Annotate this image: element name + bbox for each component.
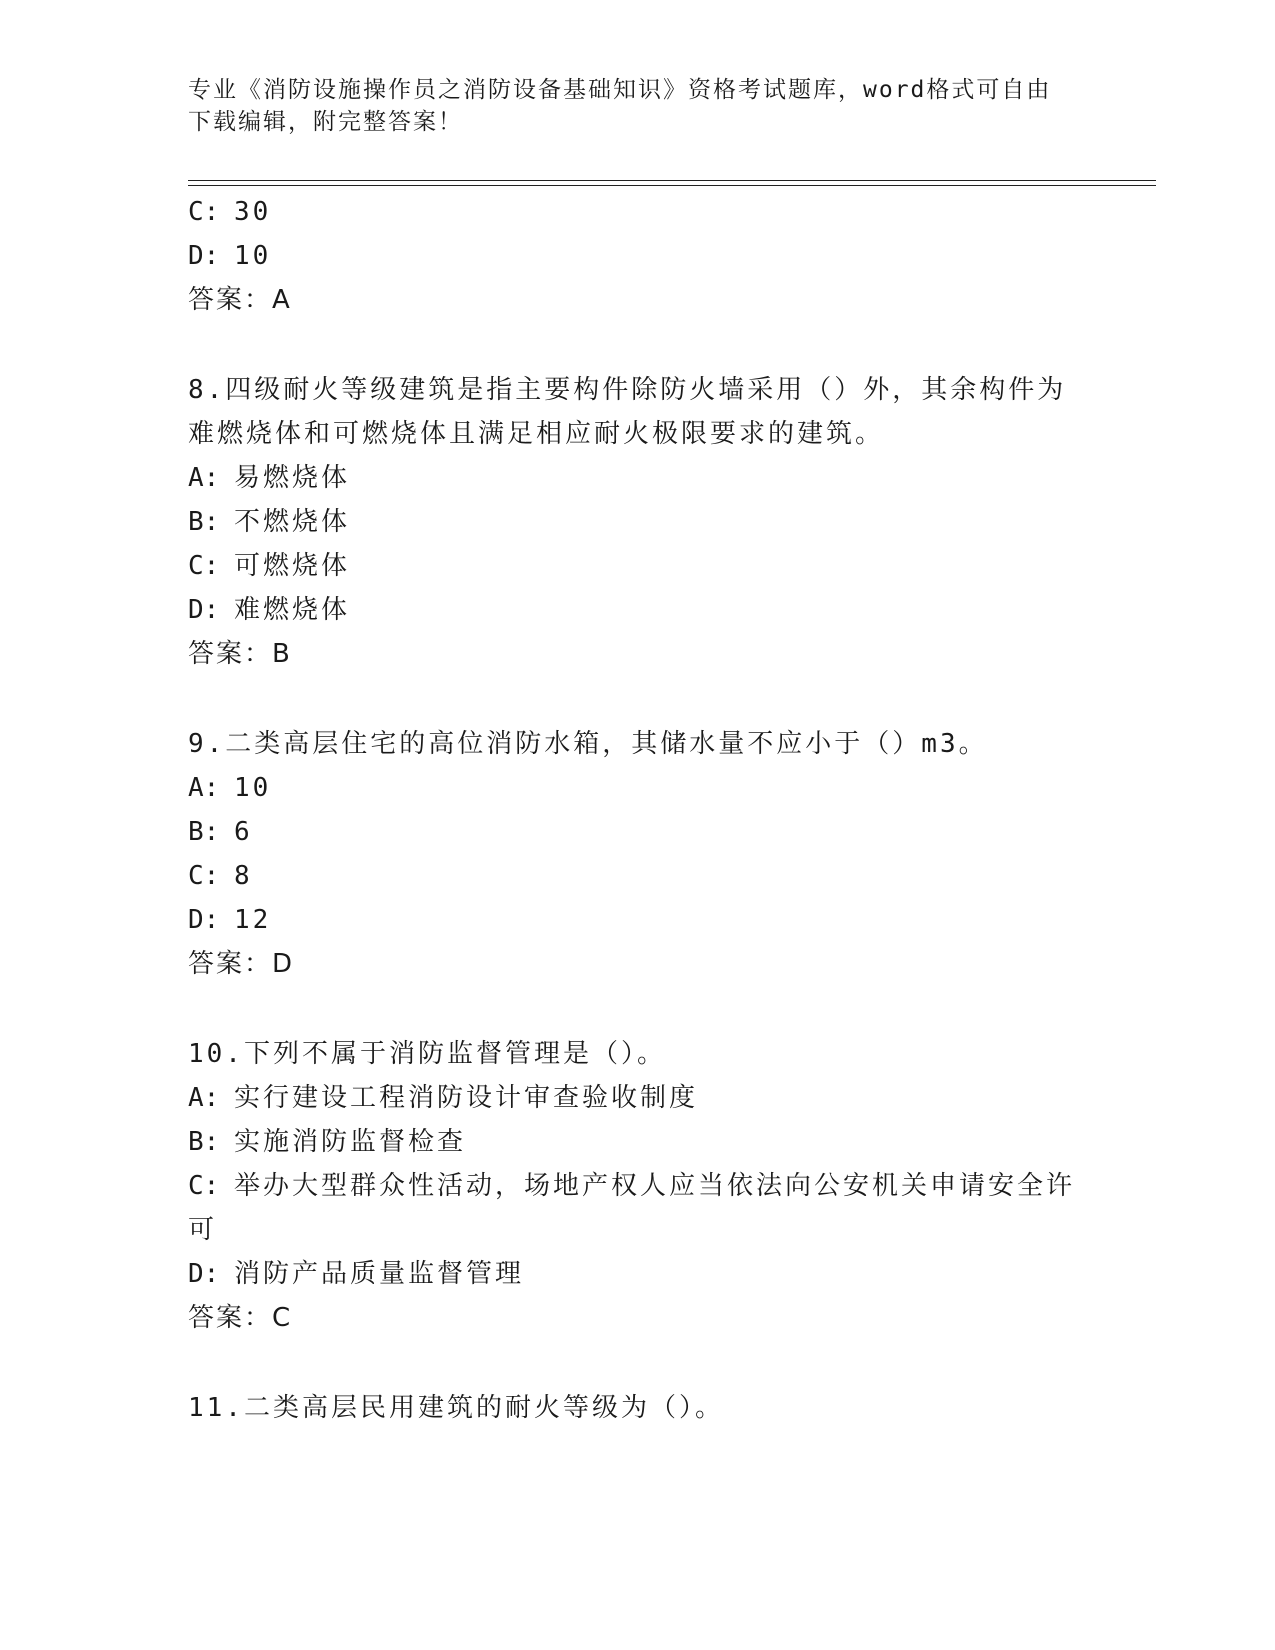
option-b xyxy=(188,506,350,538)
question-stem: 11.二类高层民用建筑的耐火等级为（）。 xyxy=(188,1393,724,1423)
option-a xyxy=(188,772,271,804)
option-d xyxy=(188,904,271,936)
answer: 答案：B xyxy=(188,639,292,669)
option-text: 可燃烧体 xyxy=(234,551,351,581)
answer: 答案：A xyxy=(188,285,292,315)
question-stem: 8.四级耐火等级建筑是指主要构件除防火墙采用（）外，其余构件为 xyxy=(188,375,1067,405)
option-text: 难燃烧体 xyxy=(234,595,351,625)
option-text: 12 xyxy=(234,905,272,935)
option-text: 实行建设工程消防设计审查验收制度 xyxy=(234,1083,699,1113)
option-label: A: xyxy=(188,1083,220,1113)
option-label: C: xyxy=(188,551,220,581)
option-text: 实施消防监督检查 xyxy=(234,1127,467,1157)
option-label: A: xyxy=(188,463,220,493)
question-stem: 难燃烧体和可燃烧体且满足相应耐火极限要求的建筑。 xyxy=(188,419,885,449)
option-label: B: xyxy=(188,1127,220,1157)
option-label: D: xyxy=(188,905,220,935)
option-c-continued xyxy=(188,1214,217,1246)
header-rule xyxy=(188,185,1156,186)
option-label: A: xyxy=(188,773,220,803)
option-d xyxy=(188,1258,524,1290)
document-header: 专业《消防设施操作员之消防设备基础知识》资格考试题库，word格式可自由下载编辑，附完整答案！ xyxy=(188,77,1052,135)
option-text: 8 xyxy=(234,861,253,891)
option-text: 10 xyxy=(234,241,272,271)
option-label: B: xyxy=(188,817,220,847)
answer: 答案：C xyxy=(188,1303,293,1333)
option-text: 举办大型群众性活动，场地产权人应当依法向公安机关申请安全许 xyxy=(234,1171,1076,1201)
option-label: C: xyxy=(188,861,220,891)
option-text: 易燃烧体 xyxy=(234,463,351,493)
option-b xyxy=(188,1126,466,1158)
option-c xyxy=(188,196,271,228)
option-label: C: xyxy=(188,197,220,227)
answer: 答案：D xyxy=(188,949,295,979)
option-label: B: xyxy=(188,507,220,537)
question-stem: 9.二类高层住宅的高位消防水箱，其储水量不应小于（）m3。 xyxy=(188,729,988,759)
header-rule xyxy=(188,180,1156,181)
option-text: 可 xyxy=(188,1215,218,1245)
option-a xyxy=(188,462,350,494)
option-d xyxy=(188,594,350,626)
option-text: 10 xyxy=(234,773,272,803)
option-b xyxy=(188,816,253,848)
option-label: D: xyxy=(188,241,220,271)
option-text: 6 xyxy=(234,817,253,847)
option-label: D: xyxy=(188,1259,220,1289)
option-label: D: xyxy=(188,595,220,625)
option-c xyxy=(188,860,253,892)
option-text: 30 xyxy=(234,197,272,227)
option-a xyxy=(188,1082,698,1114)
option-c xyxy=(188,1170,1075,1202)
question-stem: 10.下列不属于消防监督管理是（）。 xyxy=(188,1039,666,1069)
option-label: C: xyxy=(188,1171,220,1201)
option-d xyxy=(188,240,271,272)
option-text: 不燃烧体 xyxy=(234,507,351,537)
option-c xyxy=(188,550,350,582)
option-text: 消防产品质量监督管理 xyxy=(234,1259,525,1289)
